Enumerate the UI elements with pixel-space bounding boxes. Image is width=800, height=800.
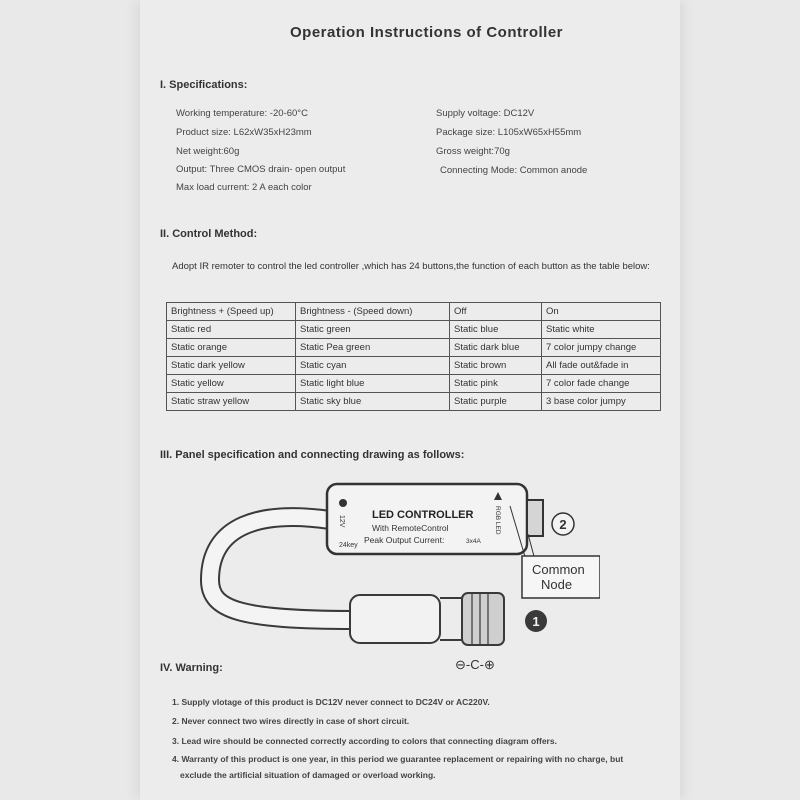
table-row: [167, 375, 661, 393]
table-cell: Static white: [542, 321, 661, 339]
section-warning-heading: IV. Warning:: [160, 662, 223, 674]
polarity-symbol: ⊖-C-⊕: [455, 657, 495, 672]
marker-2-label: 2: [559, 517, 567, 532]
spec-working-temperature: Working temperature: -20-60°C: [176, 108, 308, 119]
spec-max-load-current: Max load current: 2 A each color: [176, 182, 312, 193]
table-cell: All fade out&fade in: [542, 357, 661, 375]
section-specifications-heading: I. Specifications:: [160, 79, 248, 91]
table-cell: Static orange: [167, 339, 296, 357]
table-cell: Off: [450, 303, 542, 321]
callout-line-1: Common: [532, 562, 585, 577]
table-cell: Static light blue: [296, 375, 450, 393]
warning-item: exclude the artificial situation of damaged or overload working.: [180, 770, 436, 780]
spec-output: Output: Three CMOS drain- open output: [176, 164, 346, 175]
button-function-table: [166, 302, 661, 411]
dc-connector-tip: [462, 593, 504, 645]
table-row: [167, 339, 661, 357]
spec-net-weight: Net weight:60g: [176, 146, 240, 157]
dc-connector: [350, 595, 440, 643]
device-peak-value: 3x4A: [466, 538, 481, 545]
page-title: Operation Instructions of Controller: [290, 24, 564, 41]
table-row: [167, 303, 661, 321]
rgb-led-label: RGB LED: [494, 506, 501, 535]
device-title: LED CONTROLLER: [372, 509, 474, 521]
plus-icon: [339, 499, 347, 507]
voltage-label: 12V: [338, 515, 345, 528]
table-cell: Static dark yellow: [167, 357, 296, 375]
control-intro-text: Adopt IR remoter to control the led controller ,which has 24 buttons,the function of each button as the table below:: [172, 261, 650, 272]
table-cell: Static cyan: [296, 357, 450, 375]
table-row: [167, 357, 661, 375]
spec-package-size: Package size: L105xW65xH55mm: [436, 127, 582, 138]
device-peak-label: Peak Output Current:: [364, 535, 445, 545]
table-cell: Brightness + (Speed up): [167, 303, 296, 321]
table-cell: Static pink: [450, 375, 542, 393]
warning-item: 1. Supply vlotage of this product is DC12V never connect to DC24V or AC220V.: [172, 697, 490, 707]
spec-product-size: Product size: L62xW35xH23mm: [176, 127, 312, 138]
table-cell: Static yellow: [167, 375, 296, 393]
table-cell: 7 color jumpy change: [542, 339, 661, 357]
marker-1-label: 1: [532, 614, 540, 629]
controller-output-port: [527, 500, 543, 536]
table-row: [167, 393, 661, 411]
table-cell: On: [542, 303, 661, 321]
section-panel-heading: III. Panel specification and connecting drawing as follows:: [160, 449, 465, 461]
key-count-label: 24key: [339, 542, 358, 549]
table-cell: Static green: [296, 321, 450, 339]
warning-item: 2. Never connect two wires directly in case of short circuit.: [172, 716, 410, 726]
table-cell: 7 color fade change: [542, 375, 661, 393]
table-cell: Brightness - (Speed down): [296, 303, 450, 321]
device-subtitle: With RemoteControl: [372, 523, 449, 533]
spec-supply-voltage: Supply voltage: DC12V: [436, 108, 535, 119]
section-control-method-heading: II. Control Method:: [160, 228, 258, 240]
connection-drawing: [200, 470, 600, 680]
table-cell: Static blue: [450, 321, 542, 339]
table-cell: Static dark blue: [450, 339, 542, 357]
spec-gross-weight: Gross weight:70g: [436, 146, 510, 157]
warning-item: 3. Lead wire should be connected correctly according to colors that connecting diagram offers.: [172, 736, 557, 746]
warning-item: 4. Warranty of this product is one year, in this period we guarantee replacement or repairing with no charge, but: [172, 754, 624, 764]
table-cell: Static red: [167, 321, 296, 339]
table-cell: Static Pea green: [296, 339, 450, 357]
table-cell: Static brown: [450, 357, 542, 375]
table-row: [167, 321, 661, 339]
spec-connecting-mode: Connecting Mode: Common anode: [440, 165, 588, 176]
table-cell: 3 base color jumpy: [542, 393, 661, 411]
table-cell: Static purple: [450, 393, 542, 411]
table-cell: Static sky blue: [296, 393, 450, 411]
callout-line-2: Node: [541, 577, 573, 592]
table-cell: Static straw yellow: [167, 393, 296, 411]
